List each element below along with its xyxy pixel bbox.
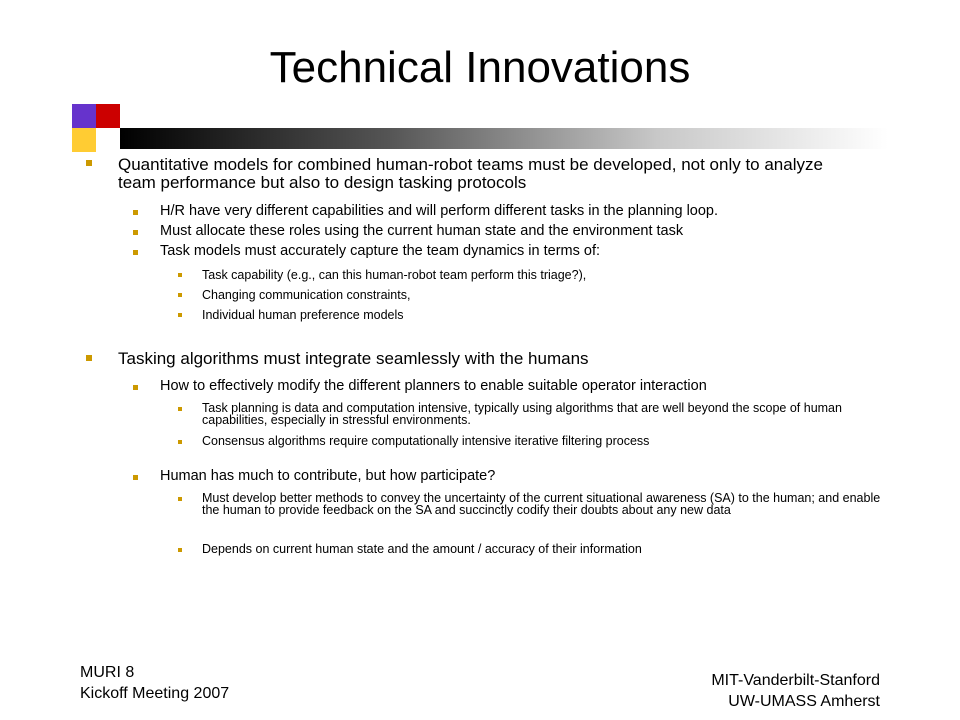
bullet-l3-text: Task planning is data and computation intensive, typically using algorithms that are well beyond the scope of human capabilities, especially in stressful environments. bbox=[202, 401, 842, 427]
bullet-square-icon bbox=[178, 497, 182, 501]
bullet-square-icon bbox=[133, 210, 138, 215]
bullet-square-icon bbox=[178, 548, 182, 552]
footer-left bbox=[80, 662, 229, 704]
bullet-l2-text: Human has much to contribute, but how participate? bbox=[160, 468, 496, 484]
footer-institutions-line2: UW-UMASS Amherst bbox=[728, 693, 880, 710]
bullet-l2-text: H/R have very different capabilities and will perform different tasks in the planning loop. bbox=[160, 203, 719, 219]
bullet-square-icon bbox=[133, 475, 138, 480]
bullet-square-icon bbox=[86, 160, 92, 166]
bullet-l3-text: Depends on current human state and the amount / accuracy of their information bbox=[202, 542, 642, 556]
bullet-l3-text: Consensus algorithms require computationally intensive iterative filtering process bbox=[202, 434, 650, 448]
bullet-l1-text: Quantitative models for combined human-robot teams must be developed, not only to analyze team performance but also to design tasking protocols bbox=[118, 155, 823, 192]
bullet-l2-text: Must allocate these roles using the current human state and the environment task bbox=[160, 223, 684, 239]
bullet-l2-text: How to effectively modify the different planners to enable suitable operator interaction bbox=[160, 378, 707, 394]
footer-right bbox=[711, 670, 880, 712]
footer-institutions-line1: MIT-Vanderbilt-Stanford bbox=[711, 672, 880, 689]
bullet-square-icon bbox=[178, 440, 182, 444]
slide-title: Technical Innovations bbox=[269, 43, 691, 92]
bullet-l3-text: Must develop better methods to convey the uncertainty of the current situational awareness (SA) to the human; and enable the human to provide feedback on the SA and succinctly codify their doubts about any new data bbox=[202, 491, 881, 517]
bullet-l3-text: Task capability (e.g., can this human-robot team perform this triage?), bbox=[202, 268, 587, 282]
bullet-l2-text: Task models must accurately capture the team dynamics in terms of: bbox=[160, 243, 601, 259]
bullet-square-icon bbox=[178, 273, 182, 277]
bullet-l3-text: Changing communication constraints, bbox=[202, 288, 411, 302]
bullet-square-icon bbox=[133, 385, 138, 390]
bullet-square-icon bbox=[178, 293, 182, 297]
bullet-square-icon bbox=[133, 250, 138, 255]
bullet-square-icon bbox=[86, 355, 92, 361]
footer-meeting-label: Kickoff Meeting 2007 bbox=[80, 685, 230, 702]
bullet-square-icon bbox=[178, 313, 182, 317]
bullet-l1-text: Tasking algorithms must integrate seamlessly with the humans bbox=[118, 349, 589, 368]
bullet-square-icon bbox=[133, 230, 138, 235]
footer-muri-label: MURI 8 bbox=[80, 664, 135, 681]
bullet-square-icon bbox=[178, 407, 182, 411]
bullet-l3-text: Individual human preference models bbox=[202, 308, 404, 322]
